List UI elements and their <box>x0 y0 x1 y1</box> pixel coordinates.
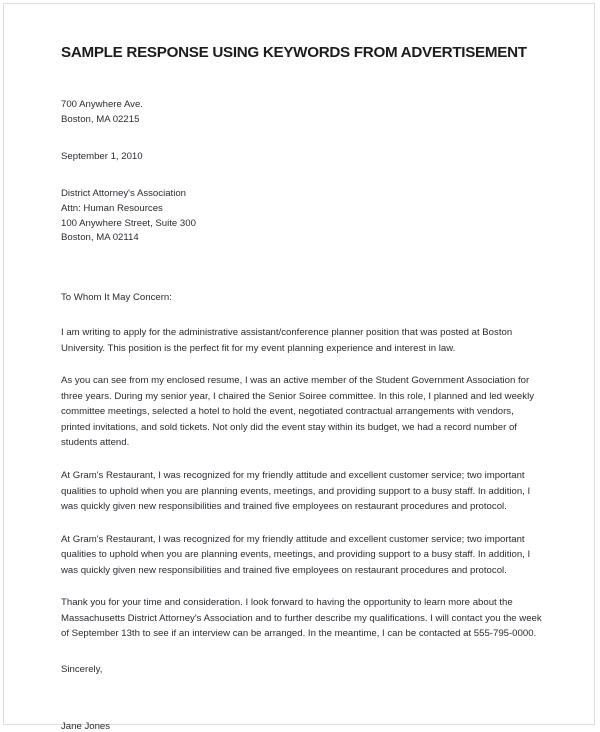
recipient-address-line: District Attorney's Association <box>61 187 186 199</box>
sender-address-line: Boston, MA 02215 <box>61 114 140 126</box>
spacer <box>61 128 542 150</box>
body-paragraph: As you can see from my enclosed resume, I was an active member of the Student Government Association for three years. During my senior year, I chaired the Senior Soiree committee. In this role, I planned and led weekly committee meetings, selected a hotel to hold the event, negotiated contractual arrangements with vendors, printed invitations, and sold tickets. Not only did the event stay within its budget, we had a record number of students attend. <box>61 375 534 449</box>
document-body <box>4 4 594 732</box>
sender-address-block <box>61 98 542 128</box>
body-paragraph: Thank you for your time and consideration. I look forward to having the opportunity to learn more about the Massachusetts District Attorney's Association and to further describe my qualifications. I will contact you the week of September 13th to see if an interview can be arranged. In the meantime, I can be contacted at 555-795-0000. <box>61 597 542 640</box>
body-paragraph: At Gram's Restaurant, I was recognized for my friendly attitude and excellent customer service; two important qualities to uphold when you are planning events, meetings, and providing support to a busy staff. In addition, I was quickly given new responsibilities and trained five employees on restaurant procedures and protocol. <box>61 469 531 513</box>
page-title: SAMPLE RESPONSE USING KEYWORDS FROM ADVERTISEMENT <box>61 44 527 61</box>
recipient-address-line: Boston, MA 02114 <box>61 232 139 244</box>
sender-address-line: 700 Anywhere Ave. <box>61 99 143 111</box>
closing-line: Sincerely, <box>61 663 103 675</box>
document-page <box>3 3 595 732</box>
recipient-address-line: 100 Anywhere Street, Suite 300 <box>61 217 196 229</box>
spacer <box>61 246 542 292</box>
recipient-address-line: Attn: Human Resources <box>61 202 163 214</box>
recipient-address-block <box>61 187 542 246</box>
spacer <box>61 165 542 187</box>
signature-space <box>61 675 542 721</box>
body-paragraph: I am writing to apply for the administrative assistant/conference planner position that was posted at Boston University. This position is the perfect fit for my event planning experience and interest in law. <box>61 327 513 354</box>
letter-date <box>61 150 542 165</box>
date-line: September 1, 2010 <box>61 150 143 162</box>
signature-name: Jane Jones <box>61 720 111 732</box>
spacer <box>61 642 542 664</box>
body-paragraph: At Gram's Restaurant, I was recognized for my friendly attitude and excellent customer service; two important qualities to uphold when you are planning events, meetings, and providing support to a busy staff. In addition, I was quickly given new responsibilities and trained five employees on restaurant procedures and protocol. <box>61 533 531 576</box>
salutation: To Whom It May Concern: <box>61 292 172 304</box>
spacer <box>61 451 542 468</box>
spacer <box>61 515 542 532</box>
spacer <box>61 578 542 595</box>
spacer <box>61 356 542 373</box>
spacer <box>61 303 542 325</box>
